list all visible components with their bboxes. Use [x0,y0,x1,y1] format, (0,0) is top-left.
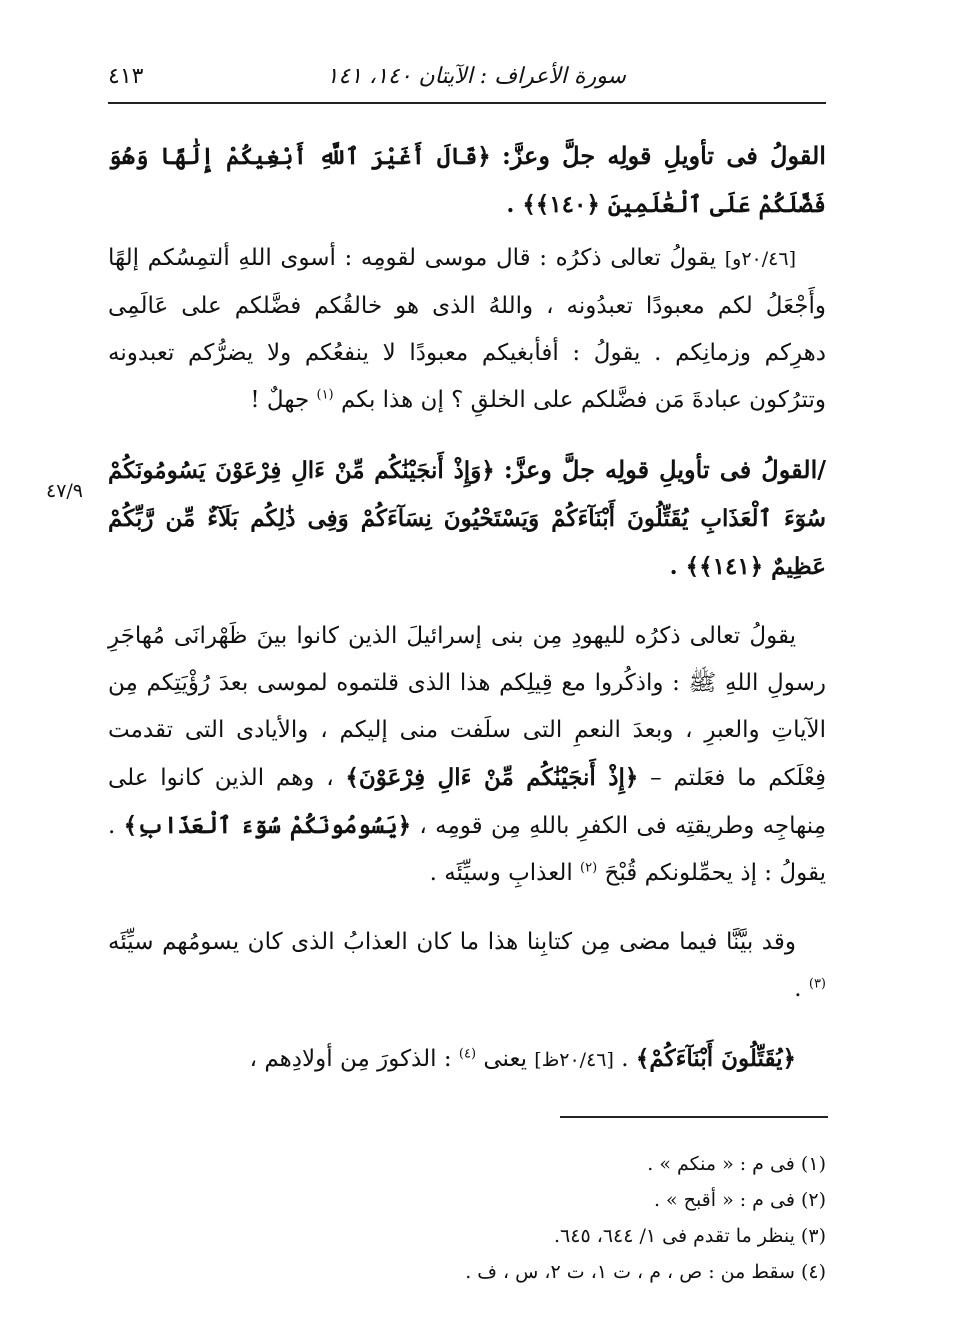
quran-quote: ﴿إِذْ أَنجَيْنَٰكُم مِّنْ ءَالِ فِرْعَوْنَ﴾ [345,764,639,791]
commentary-text: يعنى [483,1046,527,1072]
footnote-marker: (٤) [458,1046,477,1062]
quran-verse: ﴿قَالَ أَغَيْرَ ٱللَّهِ أَبْغِيكُمْ إِلَٰهًا وَهُوَ فَضَّلَكُمْ عَلَى ٱلْعَٰلَمِينَ ﴿١٤٠﴾﴾ . [108,143,826,218]
heading-text: القولُ فى تأويلِ قولِه جلَّ وعزَّ: [501,141,826,170]
section-1-heading [108,132,826,229]
footnote-marker: (٣) [808,976,826,992]
footnote-marker: (٢) [580,860,598,876]
quran-verse: ﴿وَإِذْ أَنجَيْنَٰكُم مِّنْ ءَالِ فِرْعَوْنَ يَسُومُونَكُمْ سُوٓءَ ٱلْعَذَابِ يُقَتِّلُونَ أَبْنَآءَكُمْ وَيَسْتَحْيُونَ نِسَآءَكُمْ وَفِى ذَٰلِكُم بَلَآءٌ مِّن رَّبِّكُمْ عَظِيمٌ ﴿١٤١﴾﴾ . [108,457,826,580]
commentary-text: العذابِ وسيِّئَه . [429,860,573,886]
commentary-end: . [794,976,802,1002]
page-number: ٤١٣ [108,64,144,89]
separator-dot: . [621,1046,629,1072]
section-3-text [108,919,826,1013]
manuscript-ref: [٢٠/٤٦ظ] [534,1049,614,1071]
section-2-heading [108,446,826,591]
section-4-text [108,1035,826,1084]
main-text [108,132,826,1090]
margin-reference: ٤٧/٩ [46,480,84,502]
manuscript-ref: [٢٠/٤٦و] [724,248,796,270]
surah-title: سورة الأعراف : الآيتان ١٤٠، ١٤١ [326,64,626,89]
heading-text: /القولُ فى تأويلِ قولِه جلَّ وعزَّ: [503,455,826,484]
section-2-commentary [108,613,826,897]
footnote-3: (٣) ينظر ما تقدم فى ١/ ٦٤٤، ٦٤٥. [553,1225,826,1247]
commentary-end: : الذكورَ مِن أولادِهم ، [249,1046,452,1072]
footnote-2: (٢) فى م : « أقبح » . [653,1189,826,1211]
footnote-1: (١) فى م : « منكم » . [647,1153,826,1175]
commentary-text: ، وهم الذين كانوا على مِنهاجِه وطريقتِه فى الكفرِ باللهِ مِن قومِه ، [108,765,827,839]
commentary-text: يقولُ تعالى ذكرُه : قال موسى لقومِه : أسوى اللهِ ألتمِسُكم إلهًا وأَجْعَلُ لكم معبودًا تعبدُونه ، واللهُ الذى هو خالقُكم فضَّلكم على عَالَمِى دهرِكم وزمانِكم . يقولُ : أفأبغيكم معبودًا لا ينفعُكم ولا يضرُّكم تعبدونه وتترُكون عبادةَ مَن فضَّلكم على الخلقِ ؟ إن هذا بكم [108,245,826,413]
running-header [108,58,826,104]
commentary-text: وقد بيَّنَّا فيما مضى مِن كتابِنا هذا ما كان العذابُ الذى كان يسومُهم سيِّئَه [108,929,796,955]
section-1-commentary [108,235,826,424]
commentary-text: . يقولُ : إذ يحمِّلونكم قُبْحَ [108,813,826,886]
footnote-4: (٤) سقط من : ص ، م ، ت ١، ت ٢، س ، ف . [465,1261,826,1283]
footnotes [108,1146,826,1290]
quran-quote: ﴿يَسُومُونَكُمْ سُوٓءَ ٱلْعَذَابِ﴾ [123,812,412,839]
commentary-end: جهلٌ ! [250,387,310,413]
quran-quote: ﴿يُقَتِّلُونَ أَبْنَآءَكُمْ﴾ [635,1045,796,1072]
footnote-marker: (١) [316,387,334,403]
commentary-text: يقولُ تعالى ذكرُه لليهودِ مِن بنى إسرائيلَ الذين كانوا بينَ ظَهْرانَى مُهاجَرِ رسولِ اللهِ ﷺ : واذكُروا مع قِيلِكم هذا الذى قلتموه لموسى بعدَ رُؤْيَتِكم مِن الآياتِ والعبرِ ، وبعدَ النعمِ التى سلَفت منى إليكم ، والأيادى التى تقدمت فِعْلَكم ما فعَلتم – [108,623,827,791]
footnote-divider [560,1116,828,1118]
